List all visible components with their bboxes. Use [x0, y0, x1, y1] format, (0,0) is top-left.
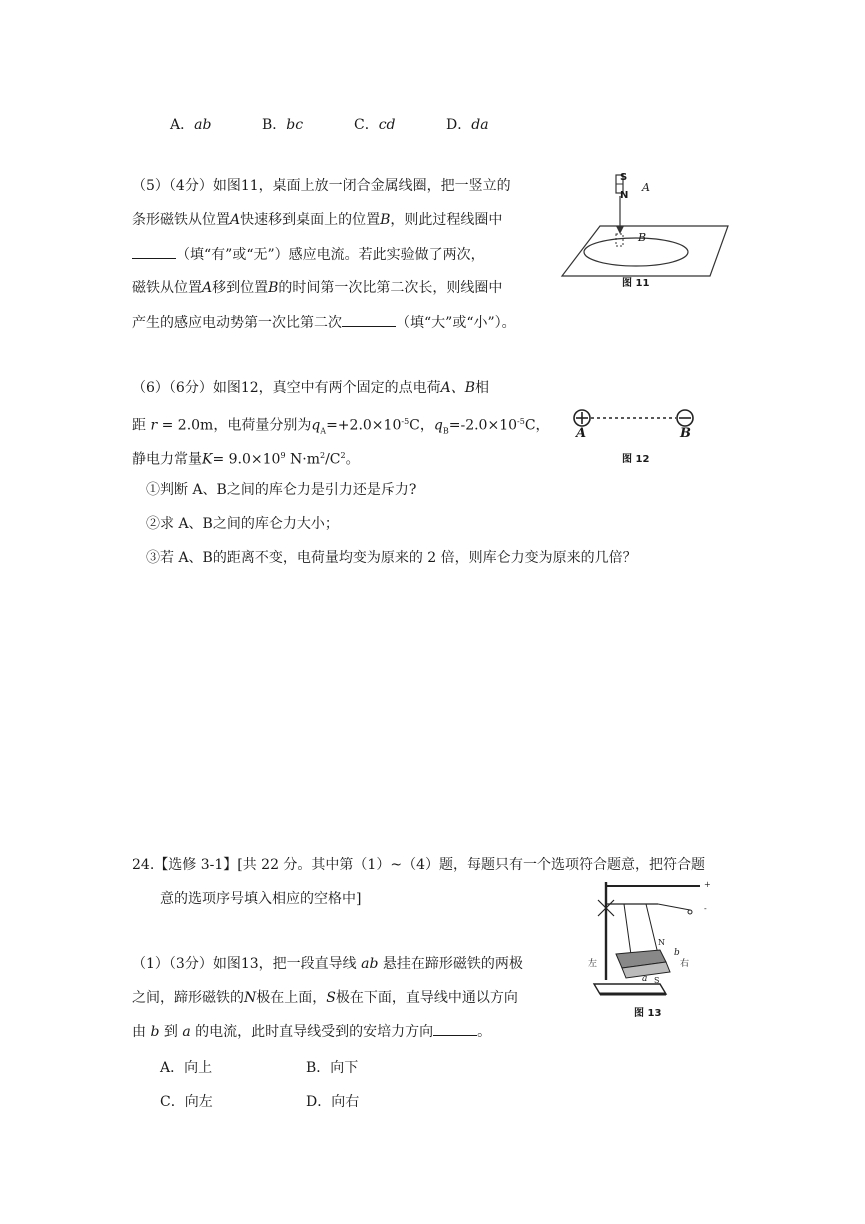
fig13-left-label: 左: [588, 959, 598, 969]
fig13-a-label: a: [642, 974, 648, 984]
q24-1-option-a: A．向上: [160, 1060, 213, 1076]
fig11-b-label: B: [638, 231, 647, 244]
q6-sub-1: ①判断 A、B之间的库仑力是引力还是斥力?: [146, 482, 417, 498]
q24-1-line-1: （1）（3分）如图13，把一段直导线 ab 悬挂在蹄形磁铁的两极: [132, 956, 523, 972]
q24-1-blank[interactable]: [433, 1021, 477, 1036]
figure-13-drawing: [586, 876, 718, 1020]
fig11-a-label: A: [642, 181, 650, 194]
figure-13: [586, 876, 718, 1020]
fig13-caption: 图 13: [634, 1008, 662, 1019]
q6-line-1: （6）（6分）如图12，真空中有两个固定的点电荷A、B相: [132, 380, 490, 396]
q5-line-1: （5）（4分）如图11，桌面上放一闭合金属线圈，把一竖立的: [132, 178, 511, 194]
q24-line-2: 意的选项序号填入相应的空格中]: [160, 891, 362, 907]
q4-option-c: C．cd: [354, 117, 396, 133]
fig11-n-label: N: [620, 190, 629, 201]
fig13-b-label: b: [674, 948, 680, 958]
q5-line-5: 产生的感应电动势第一次比第二次 （填“大”或“小”）。: [132, 312, 516, 333]
figure-12: [568, 402, 704, 470]
fig12-caption: 图 12: [622, 454, 650, 465]
fig13-s-label: S: [654, 976, 660, 985]
fig11-s-label: S: [620, 172, 628, 183]
q4-option-b: B．bc: [262, 117, 304, 133]
q6-line-2: 距 r = 2.0m，电荷量分别为$q_A=+2.0\times 10^{-5}C$，$q_B=-2.0\times 10^{-5}C$，: [132, 417, 550, 436]
q5-line-4: 磁铁从位置A移到位置B的时间第一次比第二次长，则线圈中: [132, 280, 503, 296]
q5-line-3: （填“有”或“无”）感应电流。若此实验做了两次，: [132, 244, 485, 265]
q4-option-a: A．ab: [170, 117, 212, 133]
fig13-n-label: N: [658, 938, 665, 947]
q24-1-option-d: D．向右: [306, 1094, 360, 1110]
q4-option-d: D．da: [446, 117, 489, 133]
fig11-caption: 图 11: [622, 278, 650, 289]
q24-line-1: 24.【选修 3-1】[共 22 分。其中第（1）~（4）题，每题只有一个选项符合题意，把符合题: [132, 857, 705, 873]
fig13-plus-label: +: [704, 880, 711, 889]
q24-1-line-2: 之间，蹄形磁铁的N极在上面，S极在下面，直导线中通以方向: [132, 990, 518, 1006]
q6-line-3: 静电力常量$K= 9.0\times 10^9$ $N\cdot m^2/C^2$。: [132, 451, 360, 468]
q5-line-2: 条形磁铁从位置A快速移到桌面上的位置B，则此过程线圈中: [132, 212, 503, 228]
q5-blank-1[interactable]: [132, 244, 176, 259]
q6-sub-3: ③若 A、B的距离不变，电荷量均变为原来的 2 倍，则库仑力变为原来的几倍？: [146, 550, 637, 566]
q24-1-option-b: B．向下: [306, 1060, 359, 1076]
fig13-minus-label: -: [704, 904, 707, 913]
q6-sub-2: ②求 A、B之间的库仑力大小；: [146, 516, 339, 532]
q5-blank-2[interactable]: [342, 312, 396, 327]
q24-1-option-c: C．向左: [160, 1094, 213, 1110]
fig12-a-label: A: [576, 426, 587, 441]
fig13-right-label: 右: [680, 959, 690, 969]
q24-1-line-3: 由 b 到 a 的电流，此时直导线受到的安培力方向 。: [132, 1021, 491, 1042]
figure-11: [560, 168, 730, 288]
fig12-b-label: B: [680, 426, 691, 441]
